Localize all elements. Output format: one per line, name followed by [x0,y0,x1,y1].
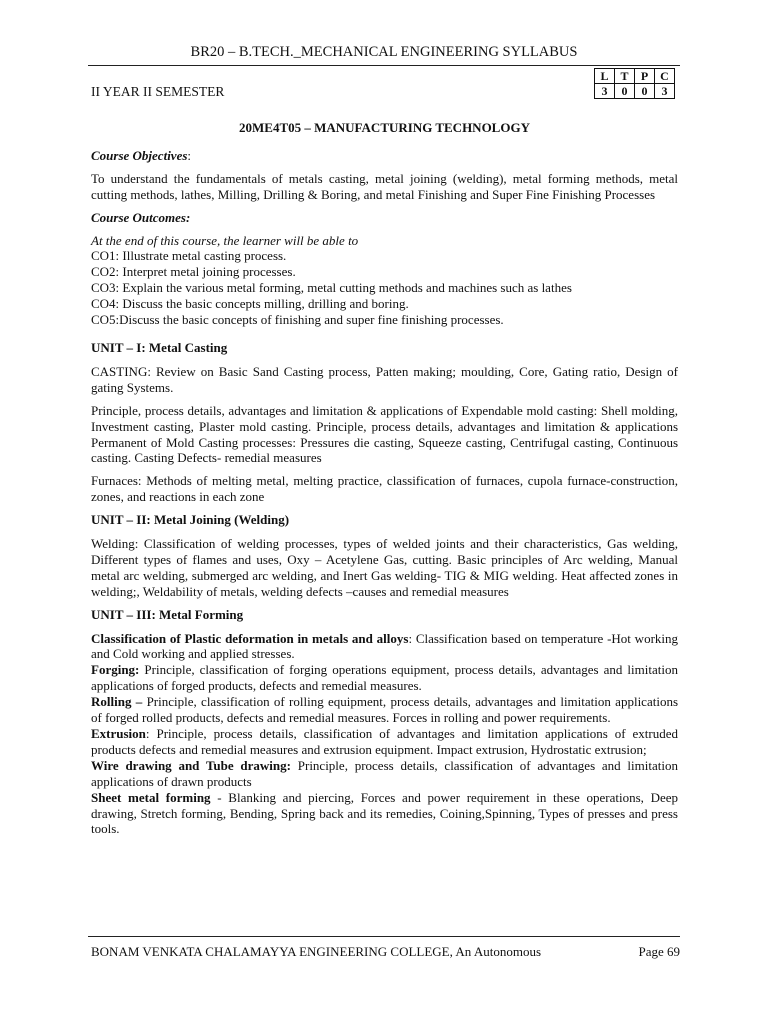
ltpc-label-l: L [595,69,615,84]
unit3-term: Wire drawing and Tube drawing: [91,757,291,773]
outcome-co1: CO1: Illustrate metal casting process. [91,248,287,264]
unit3-term: Sheet metal forming [91,789,211,805]
ltpc-value-t: 0 [615,84,635,99]
unit3-term: Extrusion [91,726,146,741]
ltpc-label-p: P [635,69,655,84]
ltpc-value-p: 0 [635,84,655,99]
outcome-co4: CO4: Discuss the basic concepts milling, drilling and boring. [91,296,409,312]
unit3-term: Forging: [91,662,140,678]
objectives-heading: Course Objectives [91,147,188,163]
unit1-heading: UNIT – I: Metal Casting [91,339,228,355]
page-number: Page 69 [638,944,680,959]
unit3-text: Principle, classification of rolling equipment, process details, advantages and limitation applications of forged rolled products, defects and remedial measures. Forces in rolling and power requirements. [91,694,678,726]
unit3-item-forging [91,662,678,694]
unit2-heading: UNIT – II: Metal Joining (Welding) [91,512,290,528]
footer-divider [88,936,680,937]
ltpc-value-c: 3 [655,84,675,99]
unit3-item-plastic-deformation [91,631,678,663]
syllabus-body [91,120,678,837]
unit3-item-rolling [91,694,678,726]
ltpc-value-l: 3 [595,84,615,99]
unit3-item-wire-drawing [91,758,678,790]
year-semester: II YEAR II SEMESTER [91,84,225,99]
unit3-text: - Blanking and piercing, Forces and power requirement in these operations, Deep drawing, Stretch forming, Bending, Spring back and its remedies, Coining,Spinning, Types of presses and press tools. [91,789,679,837]
ltpc-table [594,68,675,99]
course-title: 20ME4T05 – MANUFACTURING TECHNOLOGY [239,120,530,135]
unit1-casting-text: CASTING: Review on Basic Sand Casting process, Patten making; moulding, Core, Gating ratio, Design of gating Systems. [91,363,678,395]
objectives-text: To understand the fundamentals of metals casting, metal joining (welding), metal forming methods, metal cutting methods, lathes, Milling, Drilling & Boring, and metal Finishing and Super Fine Finishing Processes [91,170,678,202]
outcomes-intro: At the end of this course, the learner will be able to [91,232,359,248]
objectives-colon: : [187,147,192,163]
unit3-text: Principle, classification of forging operations equipment, process details, advantages and limitation applications of forged products, defects and remedial measures. [91,662,678,694]
ltpc-label-c: C [655,69,675,84]
outcome-co3: CO3: Explain the various metal forming, metal cutting methods and machines such as lathes [91,280,572,296]
unit3-term: Classification of Plastic deformation in metals and alloys [91,630,409,646]
header-title: BR20 – B.TECH._MECHANICAL ENGINEERING SYLLABUS [190,44,578,60]
ltpc-label-t: T [615,69,635,84]
unit1-furnaces-text: Furnaces: Methods of melting metal, melting practice, classification of furnaces, cupola furnace-construction, zones, and reactions in each zone [91,473,678,505]
unit3-item-extrusion [91,726,678,758]
unit3-item-sheet-metal [91,790,678,838]
unit3-heading: UNIT – III: Metal Forming [91,606,244,622]
unit1-principle-text: Principle, process details, advantages and limitation & applications of Expendable mold casting: Shell molding, Investment casting, Plaster mold casting. Principle, process details, advantages and limitation & applications Permanent of Mold Casting processes: Pressures die casting, Squeeze casting, Centrifugal casting, Continuous casting. Casting Defects- remedial measures [91,402,678,466]
outcome-co5: CO5:Discuss the basic concepts of finishing and super fine finishing processes. [91,312,504,328]
unit3-term: Rolling – [91,694,143,710]
footer-college: BONAM VENKATA CHALAMAYYA ENGINEERING COLLEGE, An Autonomous [91,944,541,959]
objectives-heading-line [91,148,678,164]
unit3-text: : Principle, process details, classification of advantages and limitation applications of extruded products defects and remedial measures and extrusion equipment. Impact extrusion, Hydrostatic extrusion; [91,726,678,757]
header-divider [88,65,680,66]
unit2-welding-text: Welding: Classification of welding processes, types of welded joints and their characteristics, Gas welding, Different types of flames and uses, Oxy – Acetylene Gas, cutting. Basic principles of Arc welding, Manual metal arc welding, submerged arc welding, and Inert Gas welding- TIG & MIG welding. Heat affected zones in welding;, Weldability of metals, welding defects –causes and remedial measures [91,536,678,599]
outcome-co2: CO2: Interpret metal joining processes. [91,264,296,280]
unit3-text: Principle, process details, classification of advantages and limitation applications of drawn products [91,757,678,789]
outcomes-heading: Course Outcomes: [91,209,191,225]
unit3-text: : Classification based on temperature -Hot working and Cold working and applied stresses. [91,630,679,662]
